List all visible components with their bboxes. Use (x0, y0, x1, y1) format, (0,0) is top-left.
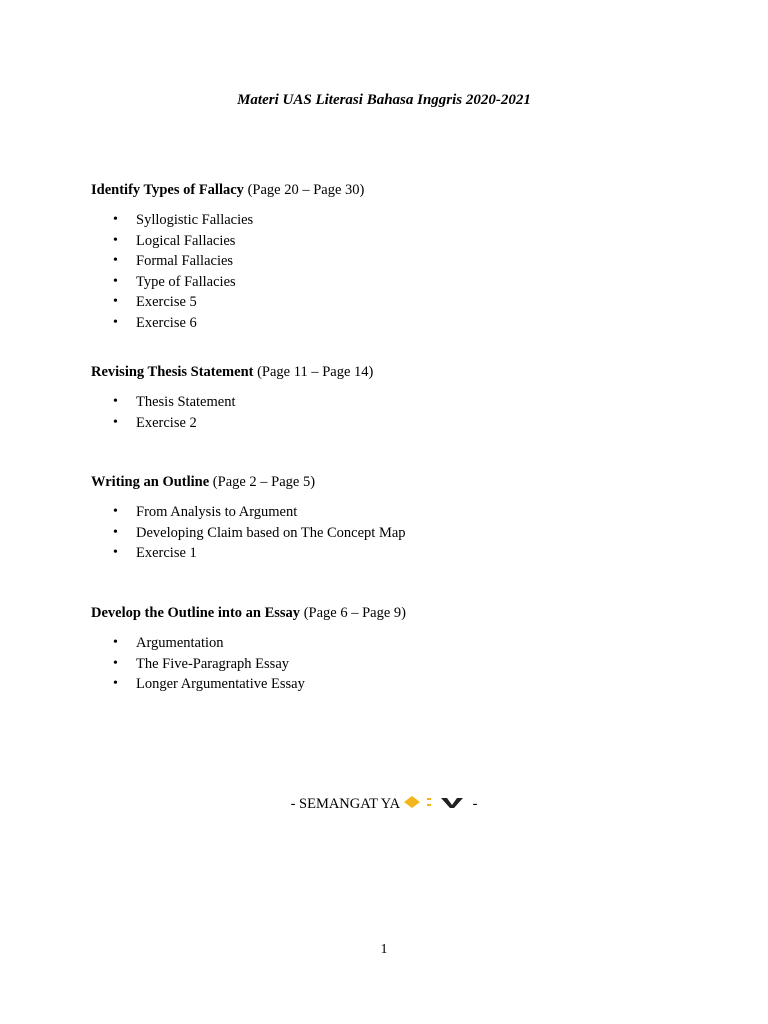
section-title: Identify Types of Fallacy (91, 182, 244, 198)
list-item-text: Formal Fallacies (136, 253, 234, 269)
section-page-range: (Page 6 – Page 9) (300, 605, 406, 621)
section-heading (91, 472, 691, 492)
topic-list (91, 210, 691, 333)
list-item-text: The Five-Paragraph Essay (136, 655, 290, 672)
bullet-icon: • (113, 414, 118, 430)
section-heading (91, 180, 691, 200)
motivation-text: - SEMANGAT YA (290, 795, 400, 812)
bullet-icon: • (113, 294, 118, 309)
list-item (91, 523, 691, 544)
list-item (91, 633, 691, 654)
topic-list (91, 633, 691, 695)
bullet-icon: • (113, 394, 118, 409)
section-page-range: (Page 2 – Page 5) (209, 474, 316, 490)
bullet-icon: • (113, 635, 118, 650)
list-item-text: Syllogistic Fallacies (136, 212, 254, 228)
motivation-suffix: - (472, 795, 478, 812)
list-item (91, 413, 691, 434)
list-item-text: Exercise 6 (136, 314, 197, 331)
section-page-range: (Page 20 – Page 30) (243, 182, 365, 198)
section-page-range: (Page 11 – Page 14) (253, 364, 374, 380)
list-item (91, 251, 691, 272)
bullet-icon: • (113, 273, 118, 289)
topic-list (91, 392, 691, 433)
list-item (91, 674, 691, 695)
list-item (91, 654, 691, 675)
section-title: Writing an Outline (91, 474, 210, 490)
document-title: Materi UAS Literasi Bahasa Inggris 2020-2021 (237, 92, 531, 108)
list-item (91, 210, 691, 231)
list-item (91, 231, 691, 252)
list-item-text: Developing Claim based on The Concept Map (136, 524, 406, 541)
bullet-icon: • (113, 253, 118, 268)
bullet-icon: • (113, 545, 118, 560)
list-item-text: Longer Argumentative Essay (136, 676, 305, 692)
list-item-text: Logical Fallacies (136, 232, 236, 249)
topic-list (91, 502, 691, 564)
list-item (91, 543, 691, 564)
list-item-text: Type of Fallacies (136, 273, 236, 290)
motivation-line (0, 794, 768, 815)
bullet-icon: • (113, 504, 118, 519)
section-fallacy (91, 180, 691, 333)
smiley-emoticon-icon (403, 794, 469, 815)
section-title: Revising Thesis Statement (91, 364, 254, 380)
list-item (91, 502, 691, 523)
bullet-icon: • (113, 655, 118, 671)
section-heading (91, 362, 691, 382)
section-outline (91, 472, 691, 564)
list-item-text: Exercise 5 (136, 294, 197, 310)
bullet-icon: • (113, 524, 118, 540)
list-item-text: Thesis Statement (136, 394, 236, 410)
list-item-text: From Analysis to Argument (136, 504, 298, 520)
section-essay (91, 603, 691, 695)
section-heading (91, 603, 691, 623)
bullet-icon: • (113, 314, 118, 330)
list-item (91, 392, 691, 413)
section-title: Develop the Outline into an Essay (91, 605, 301, 621)
list-item-text: Exercise 1 (136, 545, 197, 561)
section-thesis (91, 362, 691, 433)
list-item (91, 292, 691, 313)
page-number: 1 (380, 942, 388, 957)
bullet-icon: • (113, 212, 118, 227)
list-item-text: Argumentation (136, 635, 224, 651)
list-item (91, 272, 691, 293)
list-item (91, 313, 691, 334)
bullet-icon: • (113, 676, 118, 691)
bullet-icon: • (113, 232, 118, 248)
list-item-text: Exercise 2 (136, 414, 197, 431)
